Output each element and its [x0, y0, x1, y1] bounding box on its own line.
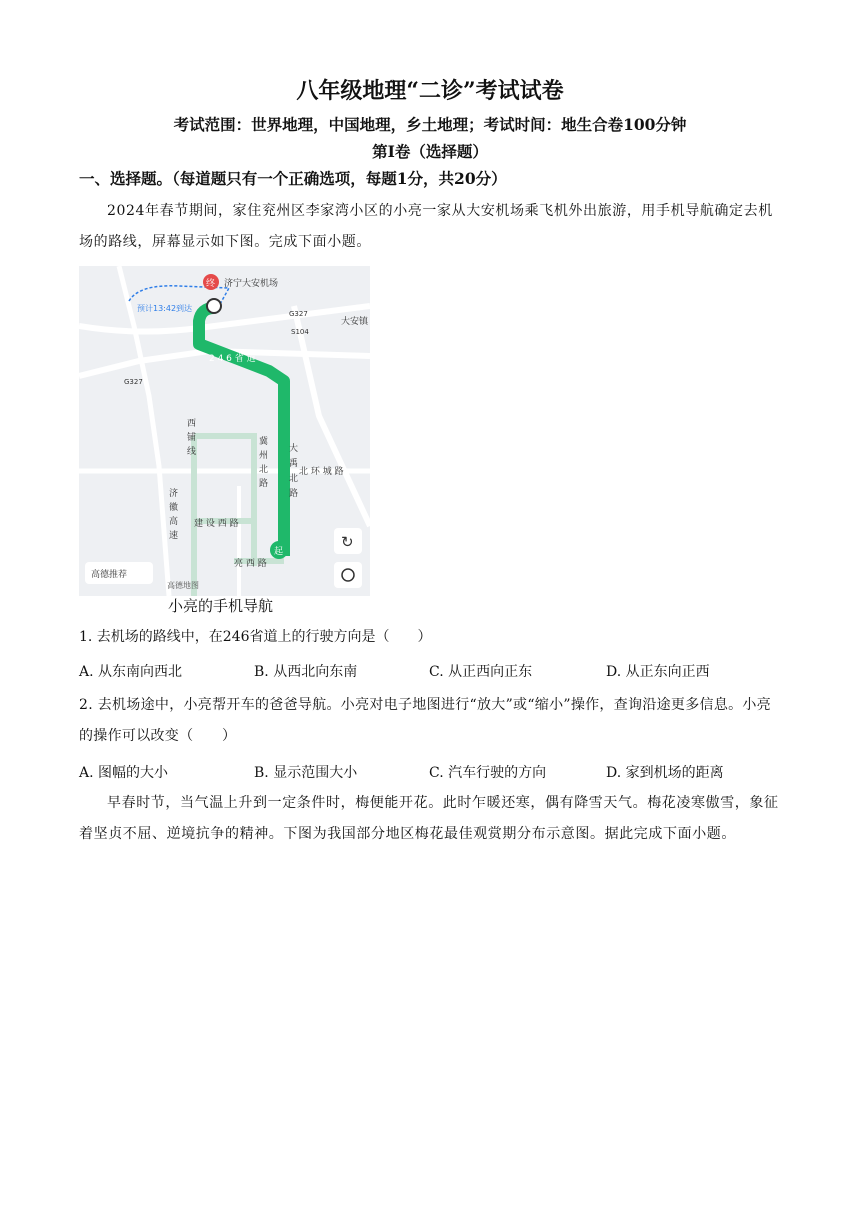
- jizhou-label-4: 路: [259, 479, 269, 489]
- q1-option-a[interactable]: A. 从东南向西北: [79, 664, 183, 680]
- q2-option-c[interactable]: C. 汽车行驶的方向: [429, 765, 547, 781]
- dayu-label-1: 大: [289, 444, 299, 454]
- intro-paragraph-2: 早春时节，当气温上升到一定条件时，梅便能开花。此时乍暖还寒，偶有降雪天气。梅花凌寒傲雪，象征着坚贞不屈、逆境抗争的精神。下图为我国部分地区梅花最佳观赏期分布示意图。据此完成下面小题。: [79, 795, 779, 842]
- intro-paragraph-1: 2024年春节期间，家住兖州区李家湾小区的小亮一家从大安机场乘飞机外出旅游，用手机导航确定去机场的路线，屏幕显示如下图。完成下面小题。: [79, 203, 773, 250]
- q2-option-d[interactable]: D. 家到机场的距离: [606, 765, 724, 781]
- s104-label: S104: [291, 328, 309, 336]
- end-marker-label: 终: [206, 279, 216, 289]
- xipu-label-2: 铺: [187, 433, 197, 443]
- xipu-label-3: 线: [187, 447, 197, 457]
- jihui-label-1: 济: [169, 489, 179, 499]
- refresh-icon: ↻: [341, 533, 354, 551]
- route-label-246: 2 4 6 省 道: [209, 354, 256, 364]
- jianshe-label: 建 设 西 路: [194, 519, 239, 529]
- eta-label: 预计13:42到达: [137, 304, 193, 313]
- locate-button[interactable]: [334, 562, 362, 588]
- g327-label-a: G327: [289, 310, 308, 318]
- jihui-label-4: 速: [169, 531, 179, 541]
- dayu-label-2: 禹: [289, 459, 299, 469]
- jihui-label-3: 高: [169, 517, 179, 527]
- q2-option-b[interactable]: B. 显示范围大小: [254, 765, 358, 781]
- airport-dot: [207, 299, 221, 313]
- navigation-map: [79, 266, 370, 596]
- beihuan-label: 北 环 城 路: [299, 467, 344, 477]
- recommend-label: 高德推荐: [91, 570, 128, 580]
- jizhou-label-2: 州: [259, 451, 269, 461]
- page-title: 八年级地理“二诊”考试试卷: [296, 78, 564, 104]
- question-1: 1. 去机场的路线中，在246省道上的行驶方向是（ ）: [79, 629, 432, 645]
- town-label: 大安镇: [341, 317, 369, 327]
- jihui-label-2: 徽: [169, 503, 179, 513]
- start-marker-label: 起: [274, 547, 284, 557]
- g327-label-b: G327: [124, 378, 143, 386]
- q1-option-c[interactable]: C. 从正西向正东: [429, 664, 533, 680]
- map-caption: 小亮的手机导航: [168, 597, 274, 615]
- brand-label: 高德地图: [167, 581, 199, 590]
- dayu-label-4: 路: [289, 489, 299, 499]
- q1-option-b[interactable]: B. 从西北向东南: [254, 664, 358, 680]
- jizhou-label-3: 北: [259, 465, 269, 475]
- dayu-label-3: 北: [289, 474, 299, 484]
- xiliang-label: 亮 西 路: [234, 559, 267, 569]
- jizhou-label-1: 冀: [259, 437, 269, 447]
- volume-heading: 第I卷（选择题）: [372, 142, 488, 161]
- q1-option-d[interactable]: D. 从正东向正西: [606, 664, 710, 680]
- section-heading: 一、选择题。（每道题只有一个正确选项，每题1分，共20分）: [79, 169, 507, 188]
- airport-label: 济宁大安机场: [224, 279, 279, 289]
- q2-option-a[interactable]: A. 图幅的大小: [79, 765, 169, 781]
- question-2: 2. 去机场途中，小亮帮开车的爸爸导航。小亮对电子地图进行“放大”或“缩小”操作，查询沿途更多信息。小亮的操作可以改变（ ）: [79, 697, 772, 744]
- xipu-label-1: 西: [187, 419, 197, 429]
- exam-scope: 考试范围：世界地理，中国地理，乡土地理；考试时间：地生合卷100分钟: [173, 115, 687, 134]
